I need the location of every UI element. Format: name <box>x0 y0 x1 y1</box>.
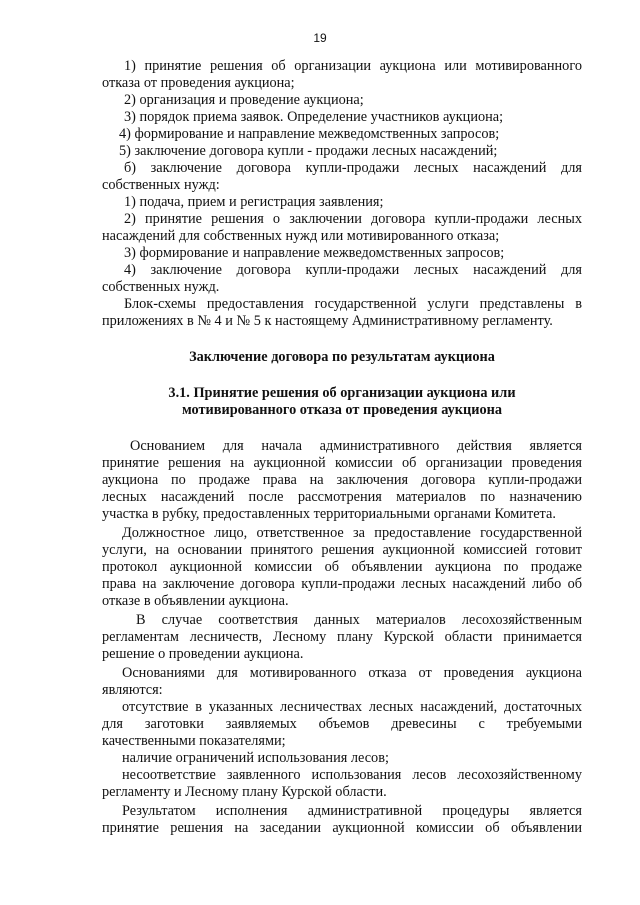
paragraph-line: являются: <box>102 682 163 698</box>
subsection-heading: 3.1. Принятие решения об организации аукциона или <box>168 385 516 401</box>
paragraph-line: услуги, на основании принятого решения аукционной комиссией готовит <box>102 542 582 558</box>
paragraph-line: права на заключение договора купли-продажи лесных насаждений либо об <box>102 576 582 592</box>
list-item: 4) заключение договора купли-продажи лесных насаждений для <box>124 262 582 278</box>
paragraph-line: аукциона по продаже права на заключения договора купли-продажи <box>102 472 582 488</box>
paragraph: Основанием для начала административного действия является <box>130 438 582 454</box>
paragraph-line: принятие решения на заседании аукционной комиссии об объявлении <box>102 820 582 836</box>
paragraph: Результатом исполнения административной процедуры является <box>122 803 582 819</box>
paragraph-line: регламентам лесничеств, Лесному плану Курской области принимается <box>102 629 582 645</box>
paragraph-line: регламенту и Лесному плану Курской области. <box>102 784 387 800</box>
paragraph-line: принятие решения на аукционной комиссии об организации проведения <box>102 455 582 471</box>
list-item: 2) принятие решения о заключении договора купли-продажи лесных <box>124 211 582 227</box>
list-item-continuation: насаждений для собственных нужд или мотивированного отказа; <box>102 228 500 244</box>
subsection-heading-line: мотивированного отказа от проведения аукциона <box>181 402 503 418</box>
list-item-continuation: отказа от проведения аукциона; <box>102 75 295 91</box>
paragraph: наличие ограничений использования лесов; <box>122 750 389 766</box>
list-item: 3) формирование и направление межведомственных запросов; <box>124 245 505 261</box>
paragraph: В случае соответствия данных материалов лесохозяйственным <box>136 612 582 628</box>
paragraph-line: лесных насаждений после рассмотрения материалов по назначению <box>102 489 582 505</box>
paragraph: несоответствие заявленного использования лесов лесохозяйственному <box>122 767 582 783</box>
list-item-continuation: собственных нужд. <box>102 279 220 295</box>
paragraph-line: протокол аукционной комиссии об объявлении аукциона по продаже <box>102 559 582 575</box>
list-item: 4) формирование и направление межведомственных запросов; <box>119 126 500 142</box>
paragraph: Блок-схемы предоставления государственной услуги представлены в <box>124 296 582 312</box>
list-item: б) заключение договора купли-продажи лесных насаждений для <box>124 160 582 176</box>
list-item: 5) заключение договора купли - продажи лесных насаждений; <box>119 143 498 159</box>
paragraph-line: отказе в объявлении аукциона. <box>102 593 289 609</box>
section-heading: Заключение договора по результатам аукциона <box>189 349 495 365</box>
paragraph-line: решение о проведении аукциона. <box>102 646 304 662</box>
paragraph: отсутствие в указанных лесничествах лесных насаждений, достаточных <box>122 699 582 715</box>
paragraph: Основаниями для мотивированного отказа от проведения аукциона <box>122 665 582 681</box>
list-item: 3) порядок приема заявок. Определение участников аукциона; <box>124 109 504 125</box>
list-item: 2) организация и проведение аукциона; <box>124 92 364 108</box>
list-item: 1) подача, прием и регистрация заявления; <box>124 194 384 210</box>
paragraph-line: качественными показателями; <box>102 733 286 749</box>
paragraph-line: приложениях в № 4 и № 5 к настоящему Административному регламенту. <box>102 313 553 329</box>
page-number: 19 <box>313 31 327 45</box>
list-item: 1) принятие решения об организации аукциона или мотивированного <box>124 58 582 74</box>
document-body <box>102 58 582 837</box>
paragraph-line: для заготовки заявляемых объемов древесины с требуемыми <box>102 716 582 732</box>
paragraph: Должностное лицо, ответственное за предоставление государственной <box>122 525 582 541</box>
paragraph-line: участка в рубку, предоставленных территориальными органами Комитета. <box>102 506 556 522</box>
list-item-continuation: собственных нужд: <box>102 177 220 193</box>
